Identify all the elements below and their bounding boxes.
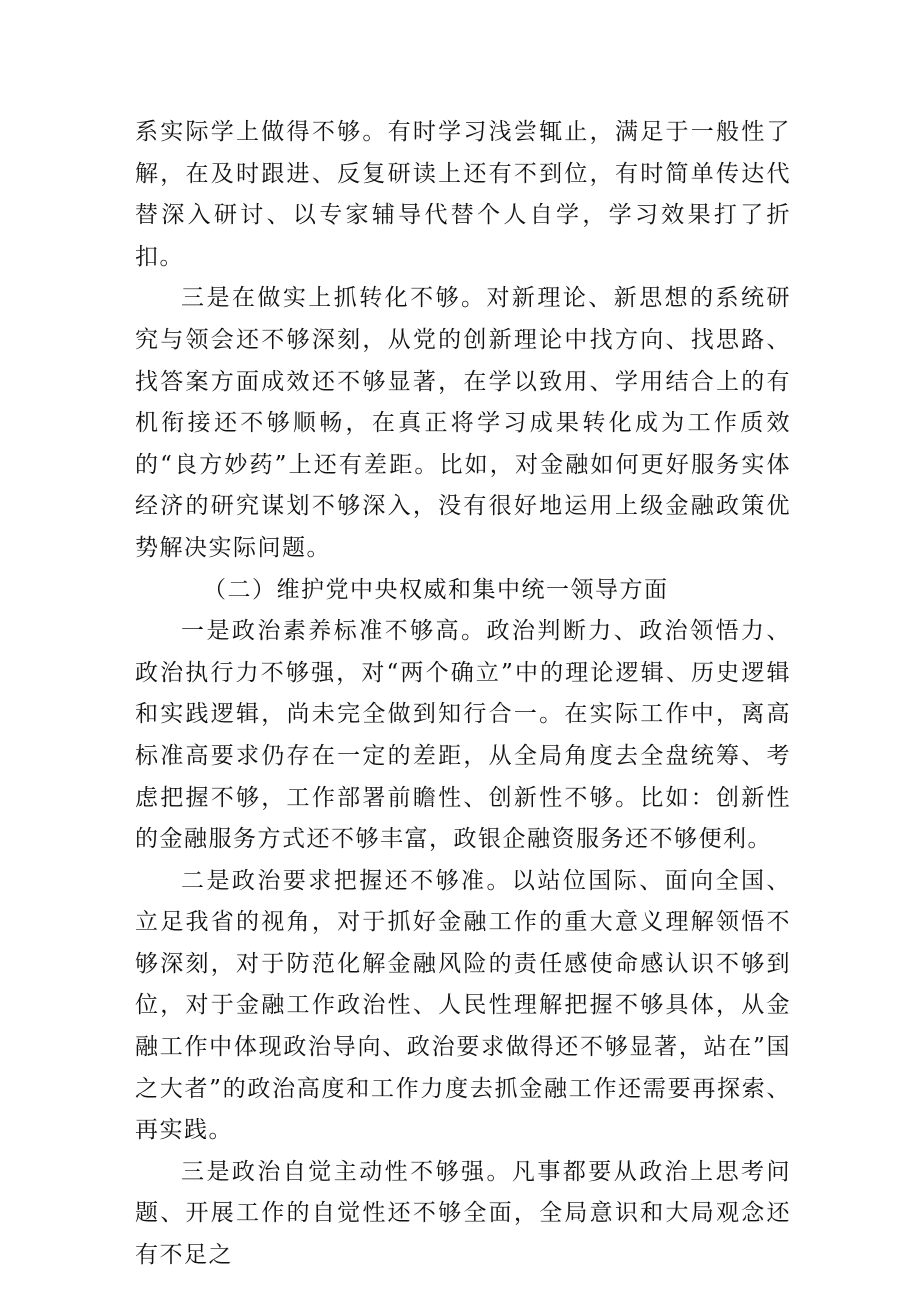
paragraph-transformation: 三是在做实上抓转化不够。对新理论、新思想的系统研究与领会还不够深刻，从党的创新理论中找方向、找思路、找答案方面成效还不够显著，在学以致用、学用结合上的有机衔接还不够顺畅，在真正将学习成果转化成为工作质效的“良方妙药”上还有差距。比如，对金融如何更好服务实体经济的研究谋划不够深入，没有很好地运用上级金融政策优势解决实际问题。 — [135, 285, 791, 561]
document-page — [135, 112, 791, 1277]
paragraph-political-initiative: 三是政治自觉主动性不够强。凡事都要从政治上思考问题、开展工作的自觉性还不够全面，全局意识和大局观念还有不足之 — [135, 1158, 791, 1269]
paragraph-continuation: 系实际学上做得不够。有时学习浅尝辄止，满足于一般性了解，在及时跟进、反复研读上还有不到位，有时简单传达代替深入研讨、以专家辅导代替个人自学，学习效果打了折扣。 — [135, 119, 791, 270]
paragraph-political-literacy: 一是政治素养标准不够高。政治判断力、政治领悟力、政治执行力不够强，对“两个确立”中的理论逻辑、历史逻辑和实践逻辑，尚未完全做到知行合一。在实际工作中，离高标准高要求仍存在一定的差距，从全局角度去全盘统筹、考虑把握不够，工作部署前瞻性、创新性不够。比如：创新性的金融服务方式还不够丰富，政银企融资服务还不够便利。 — [135, 618, 791, 853]
section-heading — [135, 570, 791, 612]
section-heading-text: （二）维护党中央权威和集中统一领导方面 — [203, 576, 669, 603]
paragraph-political-requirements: 二是政治要求把握还不够准。以站位国际、面向全国、立足我省的视角，对于抓好金融工作的重大意义理解领悟不够深刻，对于防范化解金融风险的责任感使命感认识不够到位，对于金融工作政治性、人民性理解把握不够具体，从金融工作中体现政治导向、政治要求做得还不够显著，站在”国之大者”的政治高度和工作力度去抓金融工作还需要再探索、再实践。 — [135, 867, 791, 1144]
